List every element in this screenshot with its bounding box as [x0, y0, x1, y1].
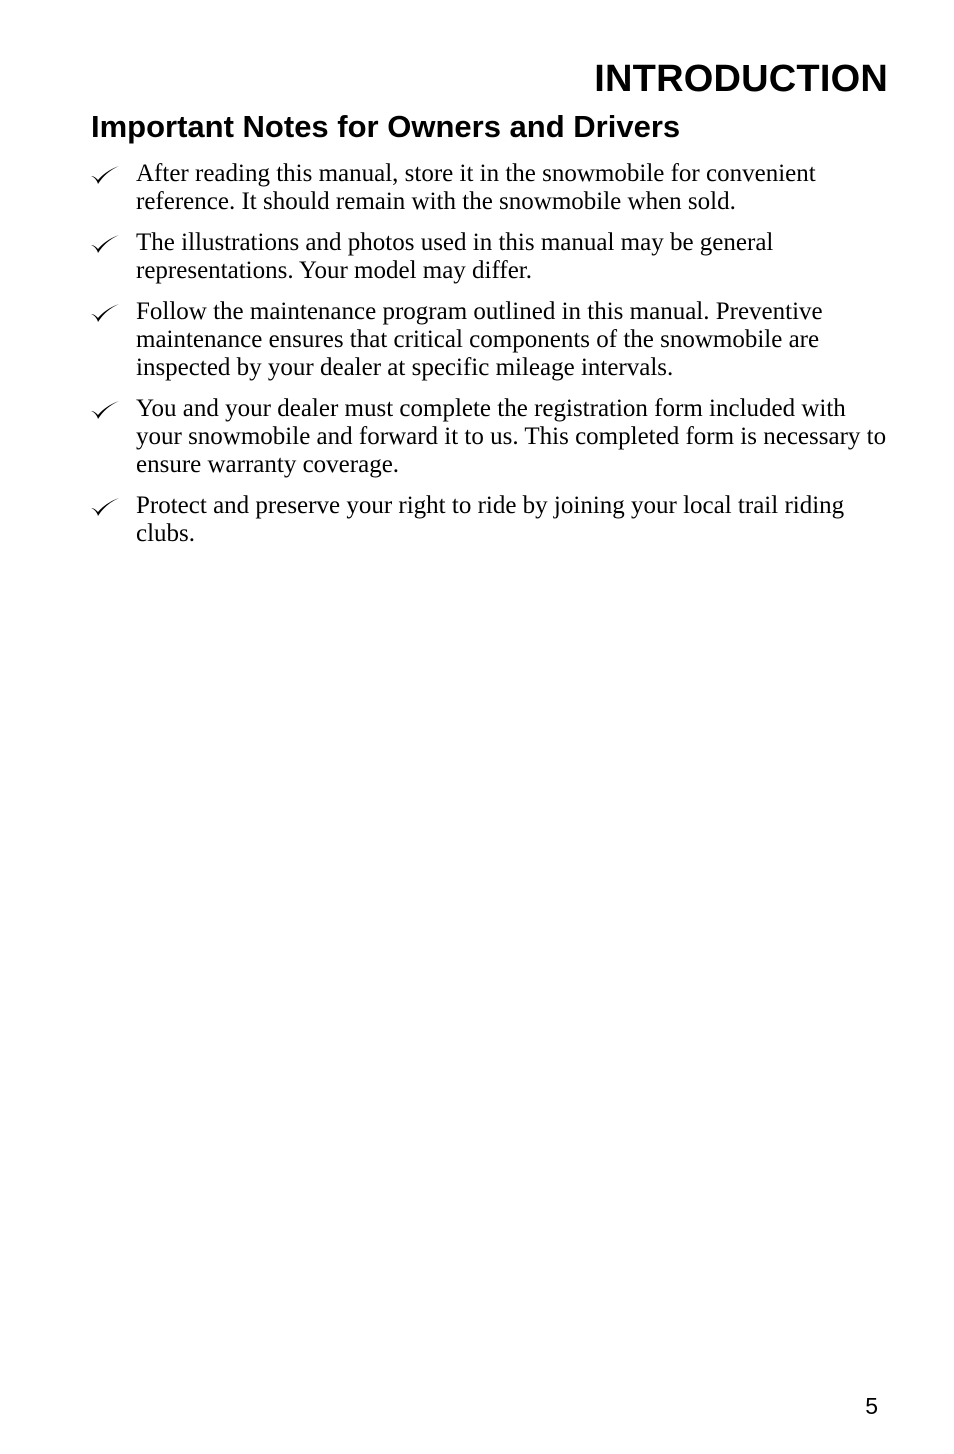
- section-title: INTRODUCTION: [594, 58, 888, 100]
- check-mark-icon: [90, 234, 120, 254]
- note-item: [90, 395, 890, 479]
- check-mark-icon: [90, 400, 120, 420]
- note-item: [90, 229, 890, 285]
- check-mark-icon: [90, 303, 120, 323]
- note-text: The illustrations and photos used in this manual may be general representations. Your model may differ.: [136, 229, 774, 284]
- note-text: Follow the maintenance program outlined in this manual. Preventive maintenance ensures that critical components of the snowmobile are inspected by your dealer at specific mileage intervals.: [136, 298, 823, 381]
- notes-list: [90, 160, 890, 561]
- note-text: You and your dealer must complete the registration form included with your snowmobile and forward it to us. This completed form is necessary to ensure warranty coverage.: [136, 395, 887, 478]
- check-mark-icon: [90, 497, 120, 517]
- check-mark-icon: [90, 165, 120, 185]
- note-item: [90, 160, 890, 216]
- note-item: [90, 492, 890, 548]
- page-number: 5: [865, 1393, 878, 1419]
- note-text: After reading this manual, store it in the snowmobile for convenient reference. It should remain with the snowmobile when sold.: [136, 160, 816, 215]
- note-item: [90, 298, 890, 382]
- note-text: Protect and preserve your right to ride by joining your local trail riding clubs.: [136, 492, 845, 547]
- page-heading: Important Notes for Owners and Drivers: [91, 109, 681, 144]
